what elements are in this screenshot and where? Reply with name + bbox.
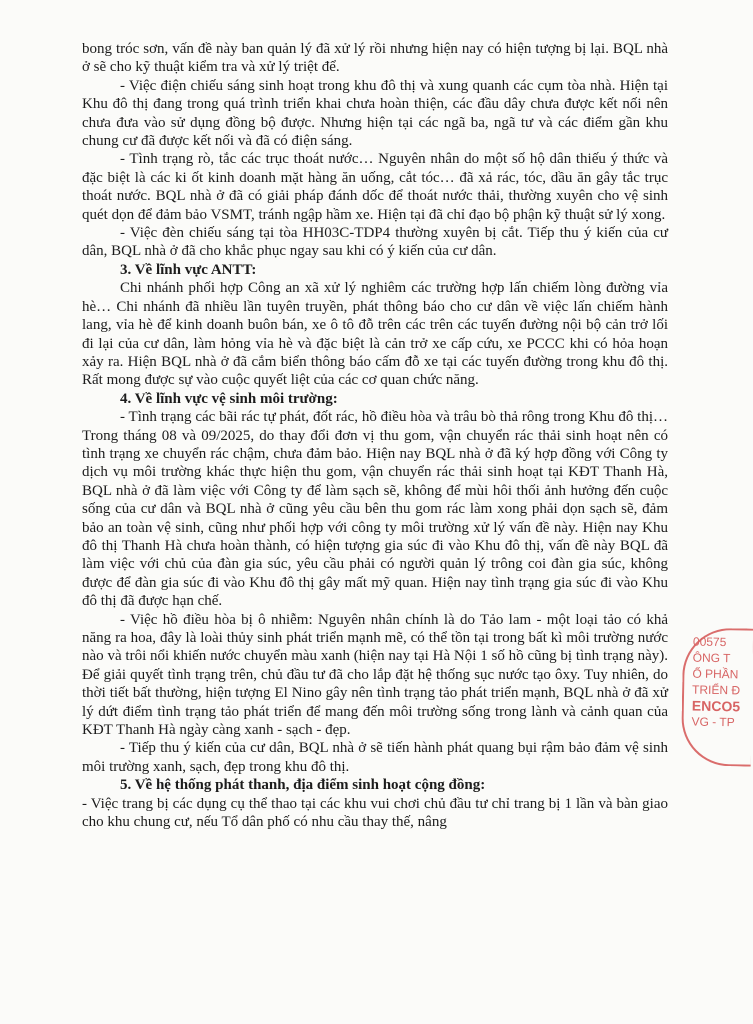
paragraph-antt: Chi nhánh phối hợp Công an xã xử lý nghiêm các trường hợp lấn chiếm lòng đường vỉa hè… Chi nhánh đã nhiều lần tuyên truyền, phát thông báo cho cư dân về việc lấn chiếm hành lang, vỉa hè để kinh doanh buôn bán, xe ô tô đỗ trên các trên các tuyến đường nội bộ cản trở lối đi lại của cư dân, làm hỏng vỉa hè và đặc biệt là cản trở xe cấp cứu, xe PCCC khi có hỏa hoạn xảy ra. Hiện BQL nhà ở đã cắm biển thông báo cấm đỗ xe tại các tuyến đường trong khu đô thị. Rất mong được sự vào cuộc quyết liệt của các cơ quan chức năng. bbox=[82, 280, 668, 389]
paragraph-drainage: - Tình trạng rò, tắc các trục thoát nước… Nguyên nhân do một số hộ dân thiếu ý thức và đặc biệt là các ki ốt kinh doanh mặt hàng ăn uống, cắt tóc… đã xả rác, tóc, dầu ăn gây tắc trục thoát nước. BQL nhà ở đã có giải pháp đánh dốc để thoát nước thải, thường xuyên cho vệ sinh quét dọn để đảm bảo VSMT, tránh ngập hầm xe. Hiện tại đã chỉ đạo bộ phận kỹ thuật sử lý xong. bbox=[82, 151, 668, 223]
stamp-line: TRIỂN Đ bbox=[692, 682, 741, 698]
paragraph-lake: - Việc hồ điều hòa bị ô nhiễm: Nguyên nhân chính là do Tảo lam - một loại tảo có khả năng ra hoa, đây là loài thủy sinh phát triển mạnh mẽ, có thể tồn tại trong bất kì môi trường nước nào và trôi nổi khiến nước chuyển màu xanh (hiện nay tại Hà Nội 1 số hồ cũng bị tình trạng này). Để giải quyết tình trạng trên, chủ đầu tư đã cho lắp đặt hệ thống sục nước tạo ôxy. Tuy nhiên, do thời tiết bất thường, hiện tượng El Nino gây nên tình trạng tảo phát triển mạnh, BQL nhà ở đã xử lý dứt điểm tình trạng tảo phát triển để mang đến môi trường sống trong lành và cảnh quan của KĐT Thanh Hà ngày càng xanh - sạch - đẹp. bbox=[82, 611, 668, 739]
paragraph-continued: bong tróc sơn, vấn đề này ban quản lý đã xử lý rồi nhưng hiện nay có hiện tượng bị lại. BQL nhà ở sẽ cho kỹ thuật kiểm tra và xử lý triệt để. bbox=[82, 41, 668, 76]
stamp-line: ENCO5 bbox=[691, 697, 741, 715]
paragraph-clearing: - Tiếp thu ý kiến của cư dân, BQL nhà ở sẽ tiến hành phát quang bụi rậm bảo đảm vệ sinh môi trường xanh, sạch, đẹp trong khu đô thị. bbox=[82, 740, 668, 775]
section-heading-broadcast: 5. Về hệ thống phát thanh, địa điểm sinh hoạt cộng đồng: bbox=[120, 777, 486, 794]
section-heading-antt: 3. Về lĩnh vực ANTT: bbox=[120, 261, 257, 278]
company-seal-stamp bbox=[681, 627, 753, 766]
paragraph-waste: - Tình trạng các bãi rác tự phát, đốt rác, hồ điều hòa và trâu bò thả rông trong Khu đô thị… Trong tháng 08 và 09/2025, do thay đổi đơn vị thu gom, vận chuyển rác thải sinh hoạt nên có tình trạng xe chuyển rác chậm, chưa đảm bảo. Hiện nay BQL nhà ở đã ký hợp đồng với Công ty dịch vụ môi trường khác thực hiện thu gom, vận chuyển rác thải sinh hoạt tại KĐT Thanh Hà, BQL nhà ở đã làm việc với Công ty để làm sạch sẽ, không để mùi hôi thối ảnh hưởng đến cuộc sống của cư dân và BQL nhà ở cũng yêu cầu bên thu gom rác làm xong phải dọn sạch sẽ, đảm bảo an toàn vệ sinh, cũng như phối hợp với công ty môi trường xử lý vấn đề này. Hiện nay Khu đô thị Thanh Hà chưa hoàn thành, có hiện tượng gia súc đi vào Khu đô thị, vấn đề này BQL đã làm việc với chủ của đàn gia súc, yêu cầu phải có người quản lý trông coi đàn gia súc, không được để đàn gia súc đi vào Khu đô thị gây mất mỹ quan. Hiện nay tình trạng gia súc đi vào Khu đô thị đã được hạn chế. bbox=[82, 409, 668, 610]
document-body bbox=[82, 40, 668, 831]
section-heading-environment: 4. Về lĩnh vực vệ sinh môi trường: bbox=[120, 390, 338, 407]
stamp-line: VG - TP bbox=[691, 714, 735, 730]
stamp-line: 00575 bbox=[692, 634, 727, 650]
paragraph-sports-equipment: - Việc trang bị các dụng cụ thể thao tại các khu vui chơi chủ đầu tư chỉ trang bị 1 lần và bàn giao cho khu chung cư, nếu Tổ dân phố có nhu cầu thay thế, nâng bbox=[82, 795, 668, 831]
paragraph-lamp-hh03c: - Việc đèn chiếu sáng tại tòa HH03C-TDP4 thường xuyên bị cắt. Tiếp thu ý kiến của cư dân, BQL nhà ở đã cho khắc phục ngay sau khi có ý kiến của cư dân. bbox=[82, 225, 668, 260]
stamp-line: Ổ PHẦN bbox=[692, 666, 739, 682]
stamp-line: ÔNG T bbox=[692, 650, 731, 666]
paragraph-lighting: - Việc điện chiếu sáng sinh hoạt trong khu đô thị và xung quanh các cụm tòa nhà. Hiện tại Khu đô thị đang trong quá trình triển khai chưa hoàn thiện, các đầu dây chưa được kết nối nên chưa đưa vào sử dụng đồng bộ được. Nhưng hiện tại các ngã ba, ngã tư và các điểm gần khu chung cư đã được kết nối và đã có điện sáng. bbox=[82, 77, 668, 150]
